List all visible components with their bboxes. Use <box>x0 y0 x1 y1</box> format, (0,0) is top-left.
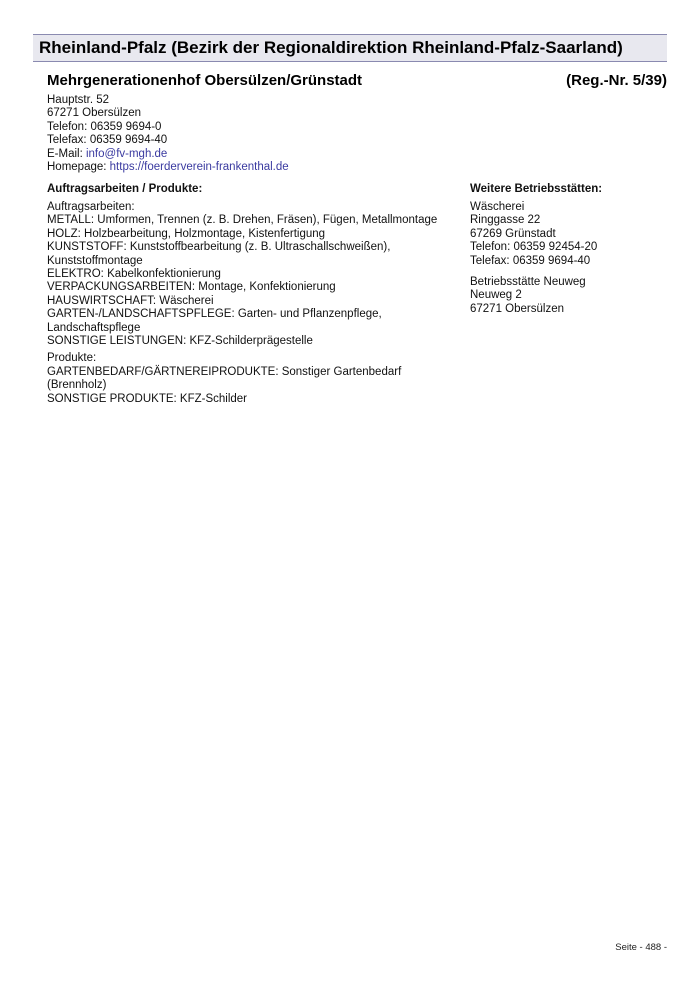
site-line: Neuweg 2 <box>470 289 522 302</box>
site-washery <box>470 201 597 268</box>
site-line: Betriebsstätte Neuweg <box>470 276 586 289</box>
produkte-line: SONSTIGE PRODUKTE: KFZ-Schilder <box>47 392 248 405</box>
products-section <box>47 201 437 406</box>
site-neuweg <box>470 276 597 316</box>
auftrag-line: HAUSWIRTSCHAFT: Wäscherei <box>47 294 214 307</box>
site-line: 67271 Obersülzen <box>470 302 564 315</box>
auftrag-line: Kunststoffmontage <box>47 254 143 267</box>
sites-heading: Weitere Betriebsstätten: <box>470 183 603 195</box>
registration-number: (Reg.-Nr. 5/39) <box>566 72 667 89</box>
products-heading: Auftragsarbeiten / Produkte: <box>47 183 203 195</box>
org-title: Mehrgenerationenhof Obersülzen/Grünstadt <box>47 72 363 89</box>
homepage-link[interactable]: https://foerderverein-frankenthal.de <box>109 161 289 174</box>
auftrag-line: Landschaftspflege <box>47 321 141 334</box>
auftrag-list <box>47 214 437 348</box>
email-row <box>47 148 289 161</box>
auftrag-line: GARTEN-/LANDSCHAFTSPFLEGE: Garten- und Pflanzenpflege, <box>47 308 382 321</box>
produkte-line: (Brennholz) <box>47 379 107 392</box>
sites-section <box>470 201 597 316</box>
auftrag-line: VERPACKUNGSARBEITEN: Montage, Konfektionierung <box>47 281 336 294</box>
produkte-list <box>47 366 437 406</box>
produkte-line: GARTENBEDARF/GÄRTNEREIPRODUKTE: Sonstiger Gartenbedarf <box>47 365 402 378</box>
homepage-label: Homepage: <box>47 161 110 174</box>
site-line: Telefon: 06359 92454-20 <box>470 241 598 254</box>
auftrag-line: HOLZ: Holzbearbeitung, Holzmontage, Kistenfertigung <box>47 227 326 240</box>
email-label: E-Mail: <box>47 147 86 160</box>
address-block <box>47 94 289 174</box>
email-link[interactable]: info@fv-mgh.de <box>85 147 168 160</box>
auftrag-line: METALL: Umformen, Trennen (z. B. Drehen, Fräsen), Fügen, Metallmontage <box>47 214 438 227</box>
auftrag-line: SONSTIGE LEISTUNGEN: KFZ-Schilderprägestelle <box>47 335 313 348</box>
phone: Telefon: 06359 9694-0 <box>47 120 162 133</box>
site-line: Telefax: 06359 9694-40 <box>470 254 591 267</box>
auftrag-heading: Auftragsarbeiten: <box>47 201 135 213</box>
street: Hauptstr. 52 <box>47 94 110 106</box>
site-line: Wäscherei <box>470 201 525 213</box>
city: 67271 Obersülzen <box>47 107 141 120</box>
produkte-heading: Produkte: <box>47 352 97 365</box>
page-number: Seite - 488 - <box>615 942 667 953</box>
fax: Telefax: 06359 9694-40 <box>47 134 168 147</box>
homepage-row <box>47 161 289 174</box>
auftrag-line: ELEKTRO: Kabelkonfektionierung <box>47 268 221 281</box>
region-header <box>33 34 667 62</box>
site-line: Ringgasse 22 <box>470 214 541 227</box>
site-line: 67269 Grünstadt <box>470 227 556 240</box>
auftrag-line: KUNSTSTOFF: Kunststoffbearbeitung (z. B. Ultraschallschweißen), <box>47 241 391 254</box>
region-title: Rheinland-Pfalz (Bezirk der Regionaldirektion Rheinland-Pfalz-Saarland) <box>39 38 623 57</box>
